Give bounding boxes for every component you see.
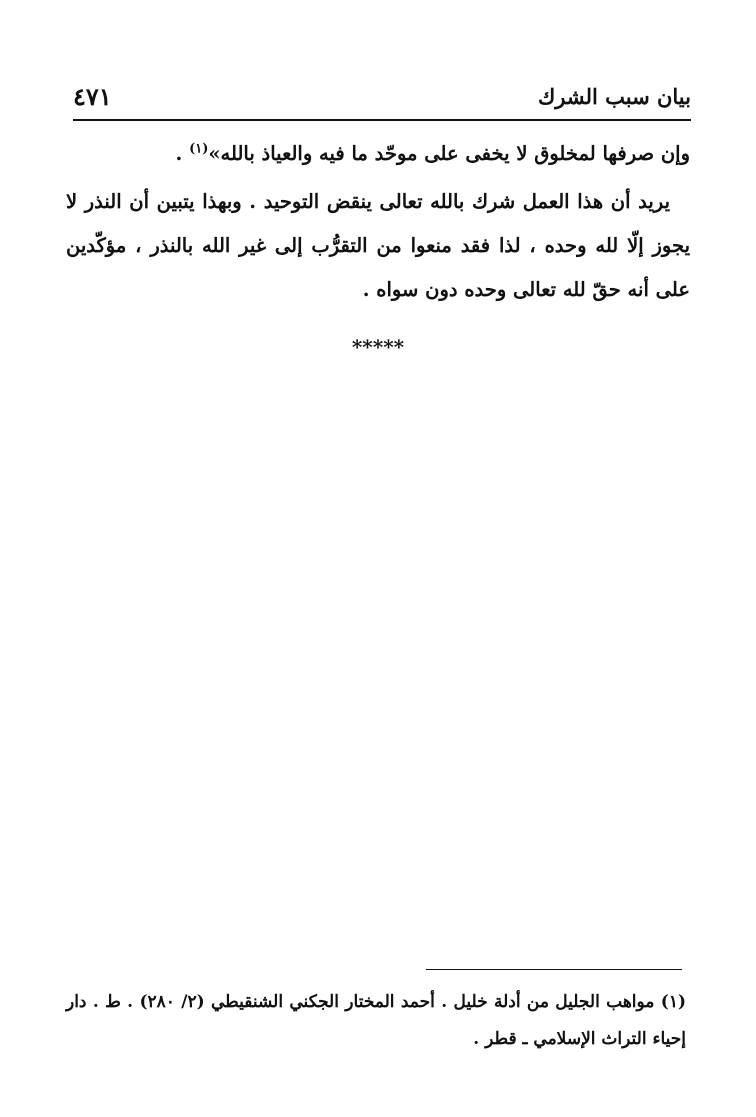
section-separator: *****	[351, 335, 405, 359]
paragraph: يريد أن هذا العمل شرك بالله تعالى ينقض التوحيد . وبهذا يتبين أن النذر لا يجوز إلّا لله وحده ، لذا فقد منعوا من التقرُّب إلى غير الله بالنذر ، مؤكّدين على أنه حقّ لله تعالى وحده دون سواه .	[66, 190, 690, 301]
footnotes	[66, 984, 686, 1058]
paragraph-end-mark: .	[175, 142, 190, 165]
paragraph	[66, 132, 690, 176]
running-title: بيان سبب الشرك	[537, 84, 691, 109]
paragraph-text: وإن صرفها لمخلوق لا يخفى على موحّد ما فيه والعياذ بالله»	[208, 142, 690, 165]
page-number: ٤٧١	[73, 82, 112, 111]
header-rule	[73, 119, 691, 121]
page-header	[73, 82, 691, 118]
footnote-rule	[426, 969, 682, 970]
footnote: (١) مواهب الجليل من أدلة خليل . أحمد المختار الجكني الشنقيطي (٢/ ٢٨٠) . ط . دار إحياء التراث الإسلامي ـ قطر .	[66, 992, 686, 1049]
main-text	[66, 132, 690, 312]
footnote-reference[interactable]: (١)	[189, 141, 209, 157]
